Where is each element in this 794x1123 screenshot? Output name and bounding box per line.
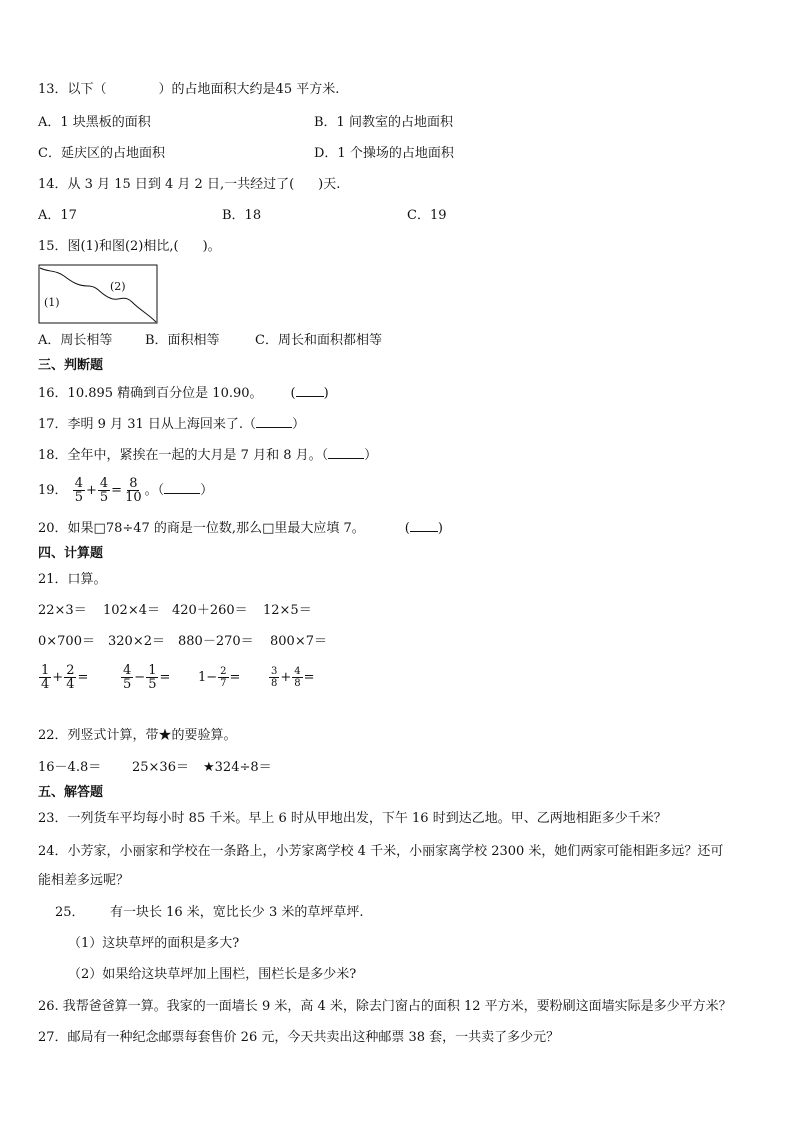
q15-option-c: C．周长和面积都相等 xyxy=(255,333,382,348)
q13-option-d: D．1 个操场的占地面积 xyxy=(314,146,454,161)
answer-blank[interactable] xyxy=(328,446,364,459)
q15-option-b: B．面积相等 xyxy=(145,333,220,348)
fraction: $\frac{4}{5}$ xyxy=(99,476,109,505)
answer-blank[interactable] xyxy=(296,384,324,397)
calc-row-2-item: 0×700＝ xyxy=(38,634,95,649)
calc-row-3-item: $\frac{1}{4}$ + $\frac{2}{4}$ = xyxy=(41,663,89,692)
fig-label-1: (1) xyxy=(44,296,60,309)
question-20: 20．如果□78÷47 的商是一位数,那么□里最大应填 7。 ( ) xyxy=(38,521,443,536)
question-17: 17．李明 9 月 31 日从上海回来了.（ ） xyxy=(38,417,306,432)
fig-label-2: (2) xyxy=(110,280,126,293)
calc-row-2-item: 320×2＝ xyxy=(108,634,165,649)
answer-blank[interactable] xyxy=(256,415,292,428)
question-23: 23．一列货车平均每小时 85 千米。早上 6 时从甲地出发，下午 16 时到达乙地。甲、乙两地相距多少千米？ xyxy=(38,811,667,826)
question-13-stem: 13．以下（ ）的占地面积大约是45 平方米. xyxy=(38,82,340,97)
question-14-stem: 14．从 3 月 15 日到 4 月 2 日,一共经过了( )天. xyxy=(38,177,341,192)
question-16: 16．10.895 精确到百分位是 10.90。 ( ) xyxy=(38,386,329,401)
question-22-title: 22．列竖式计算，带★的要验算。 xyxy=(38,728,237,743)
question-26: 26. 我帮爸爸算一算。我家的一面墙长 9 米，高 4 米，除去门窗占的面积 12 平方米，要粉刷这面墙实际是多少平方米？ xyxy=(38,999,732,1014)
q25-subquestion-1: （1）这块草坪的面积是多大? xyxy=(68,936,240,951)
calc-row-3-item: $\frac{4}{5}$ − $\frac{1}{5}$ = xyxy=(123,663,171,692)
calc-row-2-item: 880－270＝ xyxy=(178,634,254,649)
section-4-heading: 四、计算题 xyxy=(38,546,104,561)
answer-blank[interactable] xyxy=(164,481,200,494)
q25-subquestion-2: （2）如果给这块草坪加上围栏，围栏长是多少米? xyxy=(68,967,357,982)
fraction: $\frac{8}{10}$ xyxy=(125,476,142,505)
question-24-line2: 能相差多远呢？ xyxy=(38,873,130,888)
q13-option-a: A．1 块黑板的面积 xyxy=(38,115,151,130)
q15-figure xyxy=(38,264,160,326)
calc-row-3-item: $\frac{3}{8}$ + $\frac{4}{8}$ = xyxy=(271,666,315,689)
question-15-stem: 15．图(1)和图(2)相比,( )。 xyxy=(38,239,221,254)
figure-border xyxy=(39,265,157,323)
answer-blank[interactable] xyxy=(410,519,438,532)
fraction: $\frac{4}{5}$ xyxy=(74,476,83,505)
q22-item: ★324÷8＝ xyxy=(203,760,272,775)
q22-item: 25×36＝ xyxy=(132,760,189,775)
question-24-line1: 24．小芳家，小丽家和学校在一条路上，小芳家离学校 4 千米，小丽家离学校 2300 米，她们两家可能相距多远？还可 xyxy=(38,844,724,859)
calc-row-1-item: 22×3＝ xyxy=(38,603,87,618)
q15-option-a: A．周长相等 xyxy=(38,333,113,348)
question-25-number: 25． xyxy=(55,905,85,920)
question-27: 27．邮局有一种纪念邮票每套售价 26 元，今天共卖出这种邮票 38 套，一共卖了多少元？ xyxy=(38,1030,560,1045)
dividing-curve xyxy=(40,268,156,322)
question-21-title: 21．口算。 xyxy=(38,572,107,587)
calc-row-1-item: 420＋260＝ xyxy=(172,603,248,618)
q13-option-b: B．1 间教室的占地面积 xyxy=(314,115,453,130)
q14-option-c: C．19 xyxy=(407,208,447,223)
question-18: 18．全年中，紧挨在一起的大月是 7 月和 8 月。（ ） xyxy=(38,448,378,463)
calc-row-2-item: 800×7＝ xyxy=(270,634,327,649)
question-25-stem: 有一块长 16 米，宽比长少 3 米的草坪草坪. xyxy=(110,905,364,920)
question-19: 19． $\frac{4}{5}$ + $\frac{4}{5}$ = $\frac{8}{10}$ 。（ ） xyxy=(38,476,214,505)
q13-option-c: C．延庆区的占地面积 xyxy=(38,146,165,161)
q22-item: 16－4.8＝ xyxy=(38,760,102,775)
calc-row-3-item: 1− $\frac{2}{7}$ = xyxy=(198,666,241,689)
q14-option-a: A．17 xyxy=(38,208,77,223)
calc-row-1-item: 12×5＝ xyxy=(263,603,312,618)
calc-row-1-item: 102×4＝ xyxy=(103,603,160,618)
section-5-heading: 五、解答题 xyxy=(38,785,104,800)
q14-option-b: B．18 xyxy=(222,208,262,223)
section-3-heading: 三、判断题 xyxy=(38,358,104,373)
